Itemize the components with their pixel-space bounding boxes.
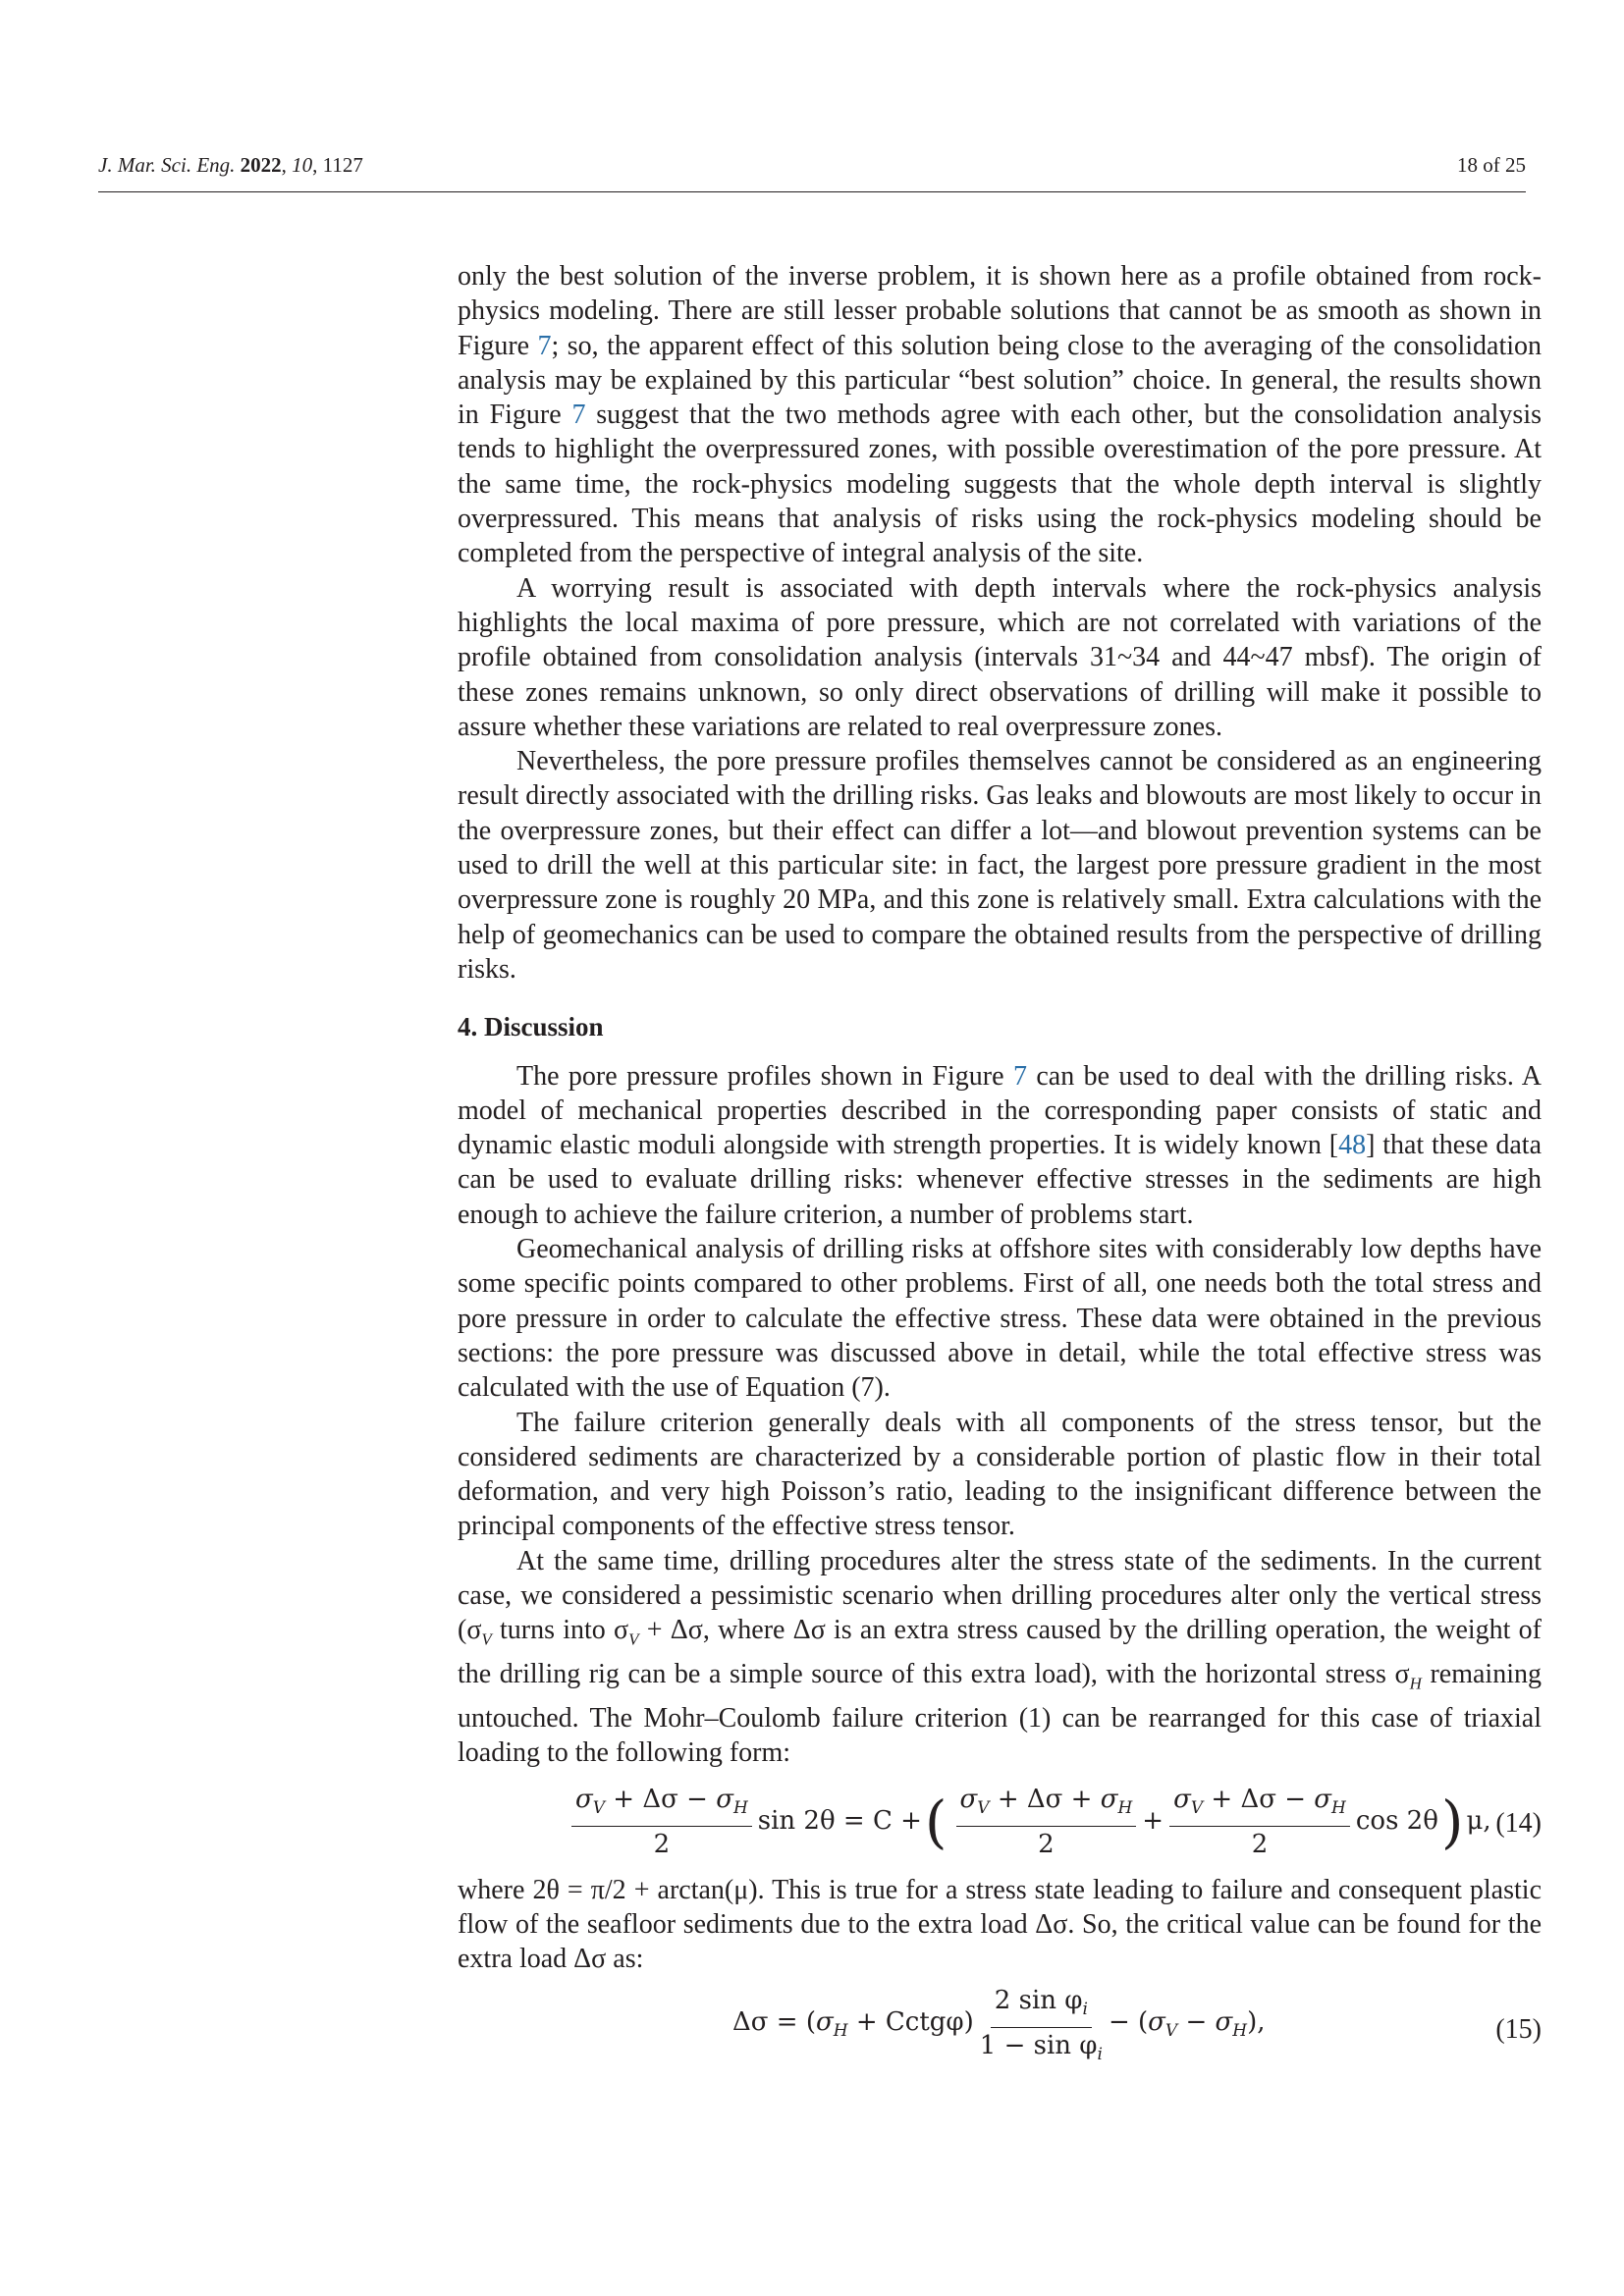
text-run: + Δσ, where Δσ is an extra stress caused by the drilling operation, the weight of the drilling rig can be a simple source of this extra load), with the horizontal stress σ [458, 1615, 1542, 1690]
denominator: 2 [1038, 1829, 1055, 1859]
header-rule [98, 191, 1526, 192]
journal-year: 2022 [240, 153, 282, 177]
equation-term: μ, [1466, 1806, 1491, 1836]
equation-term: cos 2θ [1355, 1806, 1438, 1836]
paragraph-6: The failure criterion generally deals with all components of the stress tensor, but the considered sediments are characterized by a considerable portion of plastic flow in their total deformation, and very high Poisson’s ratio, leading to the insignificant difference between the principal components of the effective stress tensor. [458, 1407, 1542, 1542]
subscript: V [628, 1629, 639, 1649]
right-paren: ) [1440, 1788, 1464, 1855]
paragraph-2: A worrying result is associated with depth intervals where the rock-physics analysis highlights the local maxima of pore pressure, which are not correlated with variations of the profile obtained from consolidation analysis (intervals 31~34 and 44~47 mbsf). The origin of these zones remains unknown, so only direct observations of drilling will make it possible to assure whether these variations are related to real overpressure zones. [458, 572, 1542, 742]
figure-7-link[interactable]: 7 [1012, 1060, 1027, 1092]
equation-number: (14) [1495, 1807, 1542, 1839]
text-run: suggest that the two methods agree with each other, but the consolidation analysis tends to highlight the overpressured zones, with possible overestimation of the pore pressure. At the same time, the rock-physics modeling suggests that the whole depth interval is slightly overpressured. This means that analysis of risks using the rock-physics modeling should be completed from the perspective of integral analysis of the site. [458, 400, 1542, 569]
running-header [98, 149, 1526, 188]
text-run: can be used to deal with the drilling risks. A model of mechanical properties described in the corresponding paper consists of static and dynamic elastic moduli alongside with strength properties. It is widely known [ [458, 1060, 1542, 1161]
denominator: 2 [653, 1829, 671, 1859]
journal-abbrev: J. Mar. Sci. Eng. [98, 153, 236, 177]
equation-term: $\Delta\sigma = (\sigma_H$ + Cctgφ) [732, 2007, 974, 2042]
fraction [571, 1785, 752, 1859]
fraction [956, 1785, 1137, 1859]
equation-14 [458, 1779, 1542, 1865]
numerator: $\sigma_V + \Delta\sigma - \sigma_H$ [571, 1785, 752, 1827]
fraction [1169, 1785, 1350, 1859]
denominator: $1 - \sin \varphi_i$ [979, 2031, 1103, 2065]
text-run: At the same time, drilling procedures alter the stress state of the sediments. In the current case, we considered a pessimistic scenario when drilling procedures alter only the vertical stress (σ [458, 1545, 1542, 1646]
equation-number: (15) [1495, 2013, 1542, 2045]
comma: , [281, 153, 293, 177]
numerator: $\sigma_V + \Delta\sigma - \sigma_H$ [1169, 1785, 1350, 1827]
equation-15-body [732, 1985, 1266, 2071]
figure-7-link[interactable]: 7 [537, 330, 552, 361]
numerator: 2 $\sin \varphi_i$ [991, 1986, 1092, 2028]
journal-volume: 10 [292, 153, 313, 177]
left-paren: ( [924, 1788, 947, 1855]
text-run: turns into σ [491, 1615, 629, 1646]
denominator: 2 [1251, 1829, 1269, 1859]
reference-48-link[interactable]: 48 [1338, 1130, 1367, 1161]
journal-article: , 1127 [312, 153, 363, 177]
text-run: ] that these data can be used to evaluate drilling risks: whenever effective stresses in the sediments are high enough to achieve the failure criterion, a number of problems start. [458, 1130, 1542, 1230]
subscript: V [481, 1629, 492, 1649]
text-run: only the best solution of the inverse problem, it is shown here as a profile obtained from rock-physics modeling. There are still lesser probable solutions that cannot be as smooth as shown in Figure [458, 261, 1542, 361]
paragraph-3: Nevertheless, the pore pressure profiles themselves cannot be considered as an engineering result directly associated with the drilling risks. Gas leaks and blowouts are most likely to occur in the overpressure zones, but their effect can differ a lot—and blowout prevention systems can be used to drill the well at this particular site: in fact, the largest pore pressure gradient in the most overpressure zone is roughly 20 MPa, and this zone is relatively small. Extra calculations with the help of geomechanics can be used to compare the obtained results from the perspective of drilling risks. [458, 746, 1542, 985]
figure-7-link[interactable]: 7 [571, 400, 586, 431]
journal-citation [98, 153, 363, 178]
text-run: The pore pressure profiles shown in Figure [516, 1060, 1013, 1092]
paragraph-4 [458, 1059, 1542, 1232]
main-text [458, 259, 1542, 2079]
equation-15 [458, 1985, 1542, 2071]
numerator: $\sigma_V + \Delta\sigma + \sigma_H$ [956, 1785, 1137, 1827]
subscript: H [1409, 1674, 1422, 1693]
equation-term: sin 2θ = C + [757, 1806, 922, 1836]
paragraph-8: where 2θ = π/2 + arctan(μ). This is true for a stress state leading to failure and consequent plastic flow of the seafloor sediments due to the extra load Δσ. So, the critical value can be found for the extra load Δσ as: [458, 1874, 1542, 1975]
page-number: 18 of 25 [1457, 153, 1526, 177]
text-run: ; so, the apparent effect of this solution being close to the averaging of the consolidation analysis may be explained by this particular “best solution” choice. In general, the results shown in Figure [458, 330, 1543, 431]
plus: + [1142, 1806, 1164, 1836]
section-heading: 4. Discussion [458, 1012, 604, 1042]
paragraph-5: Geomechanical analysis of drilling risks at offshore sites with considerably low depths have some specific points compared to other problems. First of all, one needs both the total stress and pore pressure in order to calculate the effective stress. These data were obtained in the previous sections: the pore pressure was discussed above in detail, while the total effective stress was calculated with the use of Equation (7). [458, 1234, 1542, 1404]
paragraph-1 [458, 259, 1542, 571]
paragraph-7 [458, 1544, 1542, 1771]
fraction [980, 1986, 1103, 2069]
equation-term: − $(\sigma_V - \sigma_H)$, [1108, 2007, 1266, 2042]
text-run: remaining untouched. The Mohr–Coulomb failure criterion (1) can be rearranged for this case of triaxial loading to the following form: [458, 1659, 1542, 1769]
equation-14-body [566, 1779, 1491, 1865]
